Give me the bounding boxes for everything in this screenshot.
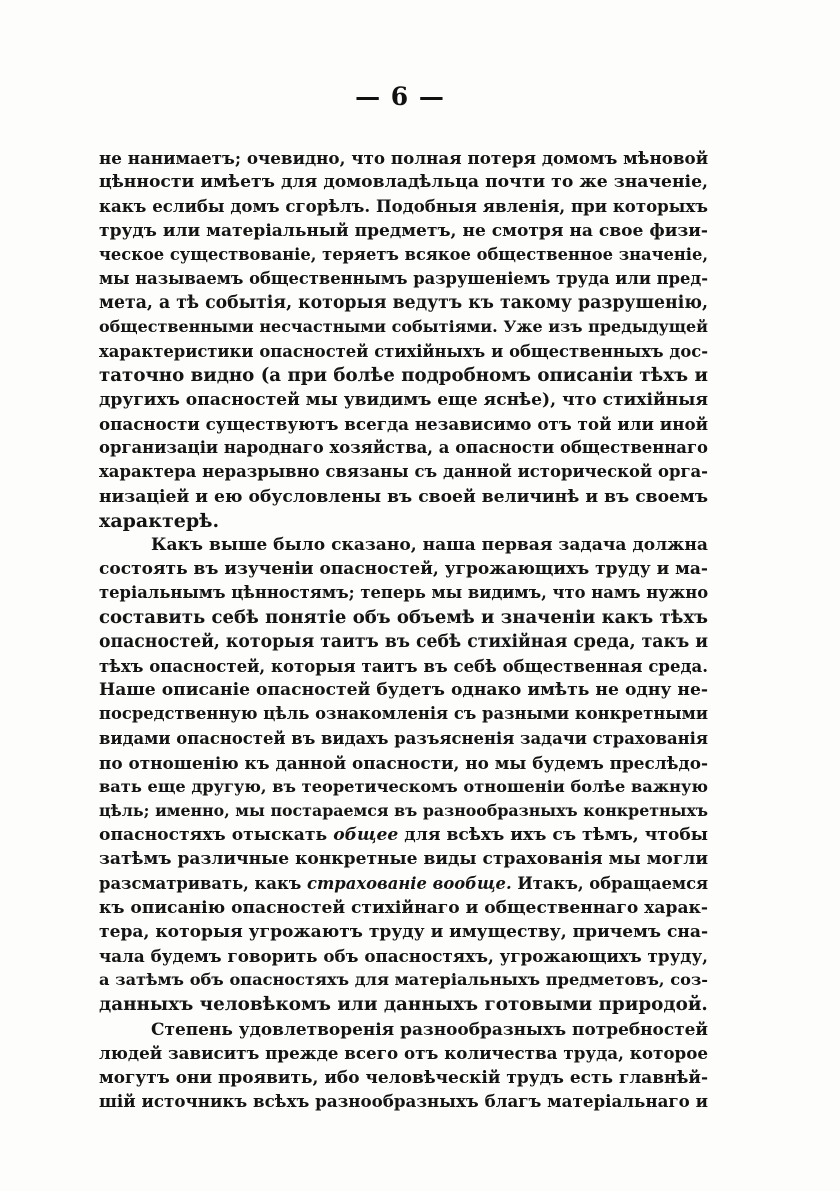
- text-line: [99, 993, 708, 1017]
- text-line: [99, 364, 708, 388]
- text-line: [99, 533, 708, 557]
- text-segment: мы называемъ общественнымъ разрушеніемъ труда или пред-: [99, 268, 708, 288]
- text-line: [99, 267, 708, 291]
- text-line: [99, 291, 708, 315]
- text-segment: Какъ выше было сказано, наша первая задача должна: [151, 535, 708, 555]
- text-line: [99, 1017, 708, 1041]
- text-line: [99, 509, 708, 533]
- text-line: [99, 1089, 708, 1113]
- text-line: [99, 388, 708, 412]
- text-segment: посредственную цѣль ознакомленія съ разными конкретными: [99, 704, 708, 724]
- text-segment: по отношенію къ данной опасности, но мы будемъ преслѣдо-: [99, 752, 708, 773]
- text-line: [99, 581, 708, 605]
- text-line: [99, 823, 708, 847]
- text-line: [99, 243, 708, 267]
- text-line: [99, 751, 708, 775]
- text-line: [99, 460, 708, 484]
- text-segment: данныхъ человѣкомъ или данныхъ готовыми природой.: [99, 993, 708, 1015]
- text-line: [99, 727, 708, 751]
- text-segment: не нанимаетъ; очевидно, что полная потеря домомъ мѣновой: [99, 148, 708, 168]
- text-segment: Степень удовлетворенія разнообразныхъ потребностей: [151, 1018, 708, 1039]
- text-line: [99, 678, 708, 702]
- text-segment: людей зависитъ прежде всего отъ количества труда, которое: [99, 1042, 708, 1063]
- text-line: [99, 847, 708, 871]
- text-line: [99, 1065, 708, 1089]
- text-segment: низаціей и ею обусловлены въ своей величинѣ и въ своемъ: [99, 486, 708, 507]
- text-segment: разсматривать, какъ: [99, 873, 308, 893]
- text-segment: ческое существованіе, теряетъ всякое общественное значеніе,: [99, 244, 708, 264]
- text-segment: къ описанію опасностей стихійнаго и общественнаго харак-: [99, 897, 708, 918]
- text-segment: затѣмъ различные конкретные виды страхованія мы могли: [99, 849, 708, 870]
- text-segment: характеристики опасностей стихійныхъ и общественныхъ дос-: [99, 341, 708, 361]
- text-segment: для всѣхъ ихъ съ тѣмъ, чтобы: [398, 825, 708, 846]
- text-line: [99, 654, 708, 678]
- text-segment: видами опасностей въ видахъ разъясненія задачи страхованія: [99, 728, 708, 748]
- text-segment: шій источникъ всѣхъ разнообразныхъ благъ матеріальнаго и: [99, 1091, 708, 1112]
- text-line: [99, 436, 708, 460]
- text-segment: вать еще другую, въ теоретическомъ отношеніи болѣе важную: [99, 776, 708, 796]
- text-segment: Наше описаніе опасностей будетъ однако имѣть не одну не-: [99, 680, 708, 701]
- text-line: [99, 340, 708, 364]
- text-segment: могутъ они проявить, ибо человѣческій трудъ есть главнѣй-: [99, 1067, 708, 1088]
- text-line: [99, 630, 708, 654]
- text-segment: таточно видно (а при болѣе подробномъ описаніи тѣхъ и: [99, 364, 708, 386]
- page-number: — 6 —: [355, 82, 445, 111]
- text-line: [99, 412, 708, 436]
- text-segment: теріальнымъ цѣнностямъ; теперь мы видимъ, что намъ нужно: [99, 583, 708, 603]
- text-line: [99, 799, 708, 823]
- text-segment: организаціи народнаго хозяйства, а опасности общественнаго: [99, 438, 708, 458]
- text-line: [99, 315, 708, 339]
- text-segment: общественными несчастными событіями. Уже изъ предыдущей: [99, 317, 708, 337]
- text-segment: характера неразрывно связаны съ данной исторической орга-: [99, 462, 708, 482]
- text-segment: цѣль; именно, мы постараемся въ разнообразныхъ конкретныхъ: [99, 801, 708, 821]
- text-line: [99, 896, 708, 920]
- text-segment: какъ еслибы домъ сгорѣлъ. Подобныя явленія, при которыхъ: [99, 196, 708, 217]
- text-line: [99, 1041, 708, 1065]
- text-segment: опасностяхъ отыскать: [99, 825, 334, 846]
- text-line: [99, 702, 708, 726]
- text-segment: цѣнности имѣетъ для домовладѣльца почти то же значеніе,: [99, 172, 708, 193]
- text-segment: опасностей, которыя таитъ въ себѣ стихійная среда, такъ и: [99, 631, 708, 652]
- text-segment: составить себѣ понятіе объ объемѣ и значеніи какъ тѣхъ: [99, 606, 708, 628]
- text-line: [99, 968, 708, 992]
- text-segment: характерѣ.: [99, 509, 220, 532]
- italic-text: общее: [333, 825, 399, 846]
- text-line: [99, 146, 708, 170]
- text-segment: опасности существуютъ всегда независимо отъ той или иной: [99, 414, 708, 435]
- text-segment: другихъ опасностей мы увидимъ еще яснѣе), что стихійныя: [99, 389, 708, 410]
- text-segment: тера, которыя угрожаютъ труду и имуществу, причемъ сна-: [99, 922, 708, 942]
- text-line: [99, 872, 708, 896]
- text-line: [99, 775, 708, 799]
- text-segment: а затѣмъ объ опасностяхъ для матеріальныхъ предметовъ, соз-: [99, 970, 708, 990]
- text-line: [99, 194, 708, 218]
- text-line: [99, 944, 708, 968]
- text-line: [99, 219, 708, 243]
- text-segment: трудъ или матеріальный предметъ, не смотря на свое физи-: [99, 220, 708, 241]
- text-line: [99, 606, 708, 630]
- text-line: [99, 485, 708, 509]
- italic-text: страхованіе вообще.: [307, 873, 512, 893]
- text-line: [99, 170, 708, 194]
- text-segment: мета, а тѣ событія, которыя ведутъ къ такому разрушенію,: [99, 293, 708, 314]
- text-line: [99, 557, 708, 581]
- text-segment: тѣхъ опасностей, которыя таитъ въ себѣ общественная среда.: [99, 655, 708, 676]
- text-line: [99, 920, 708, 944]
- text-segment: Итакъ, обращаемся: [511, 873, 708, 893]
- text-segment: состоять въ изученіи опасностей, угрожающихъ труду и ма-: [99, 559, 708, 580]
- body-text: [99, 146, 708, 1114]
- text-segment: чала будемъ говорить объ опасностяхъ, угрожающихъ труду,: [99, 946, 708, 967]
